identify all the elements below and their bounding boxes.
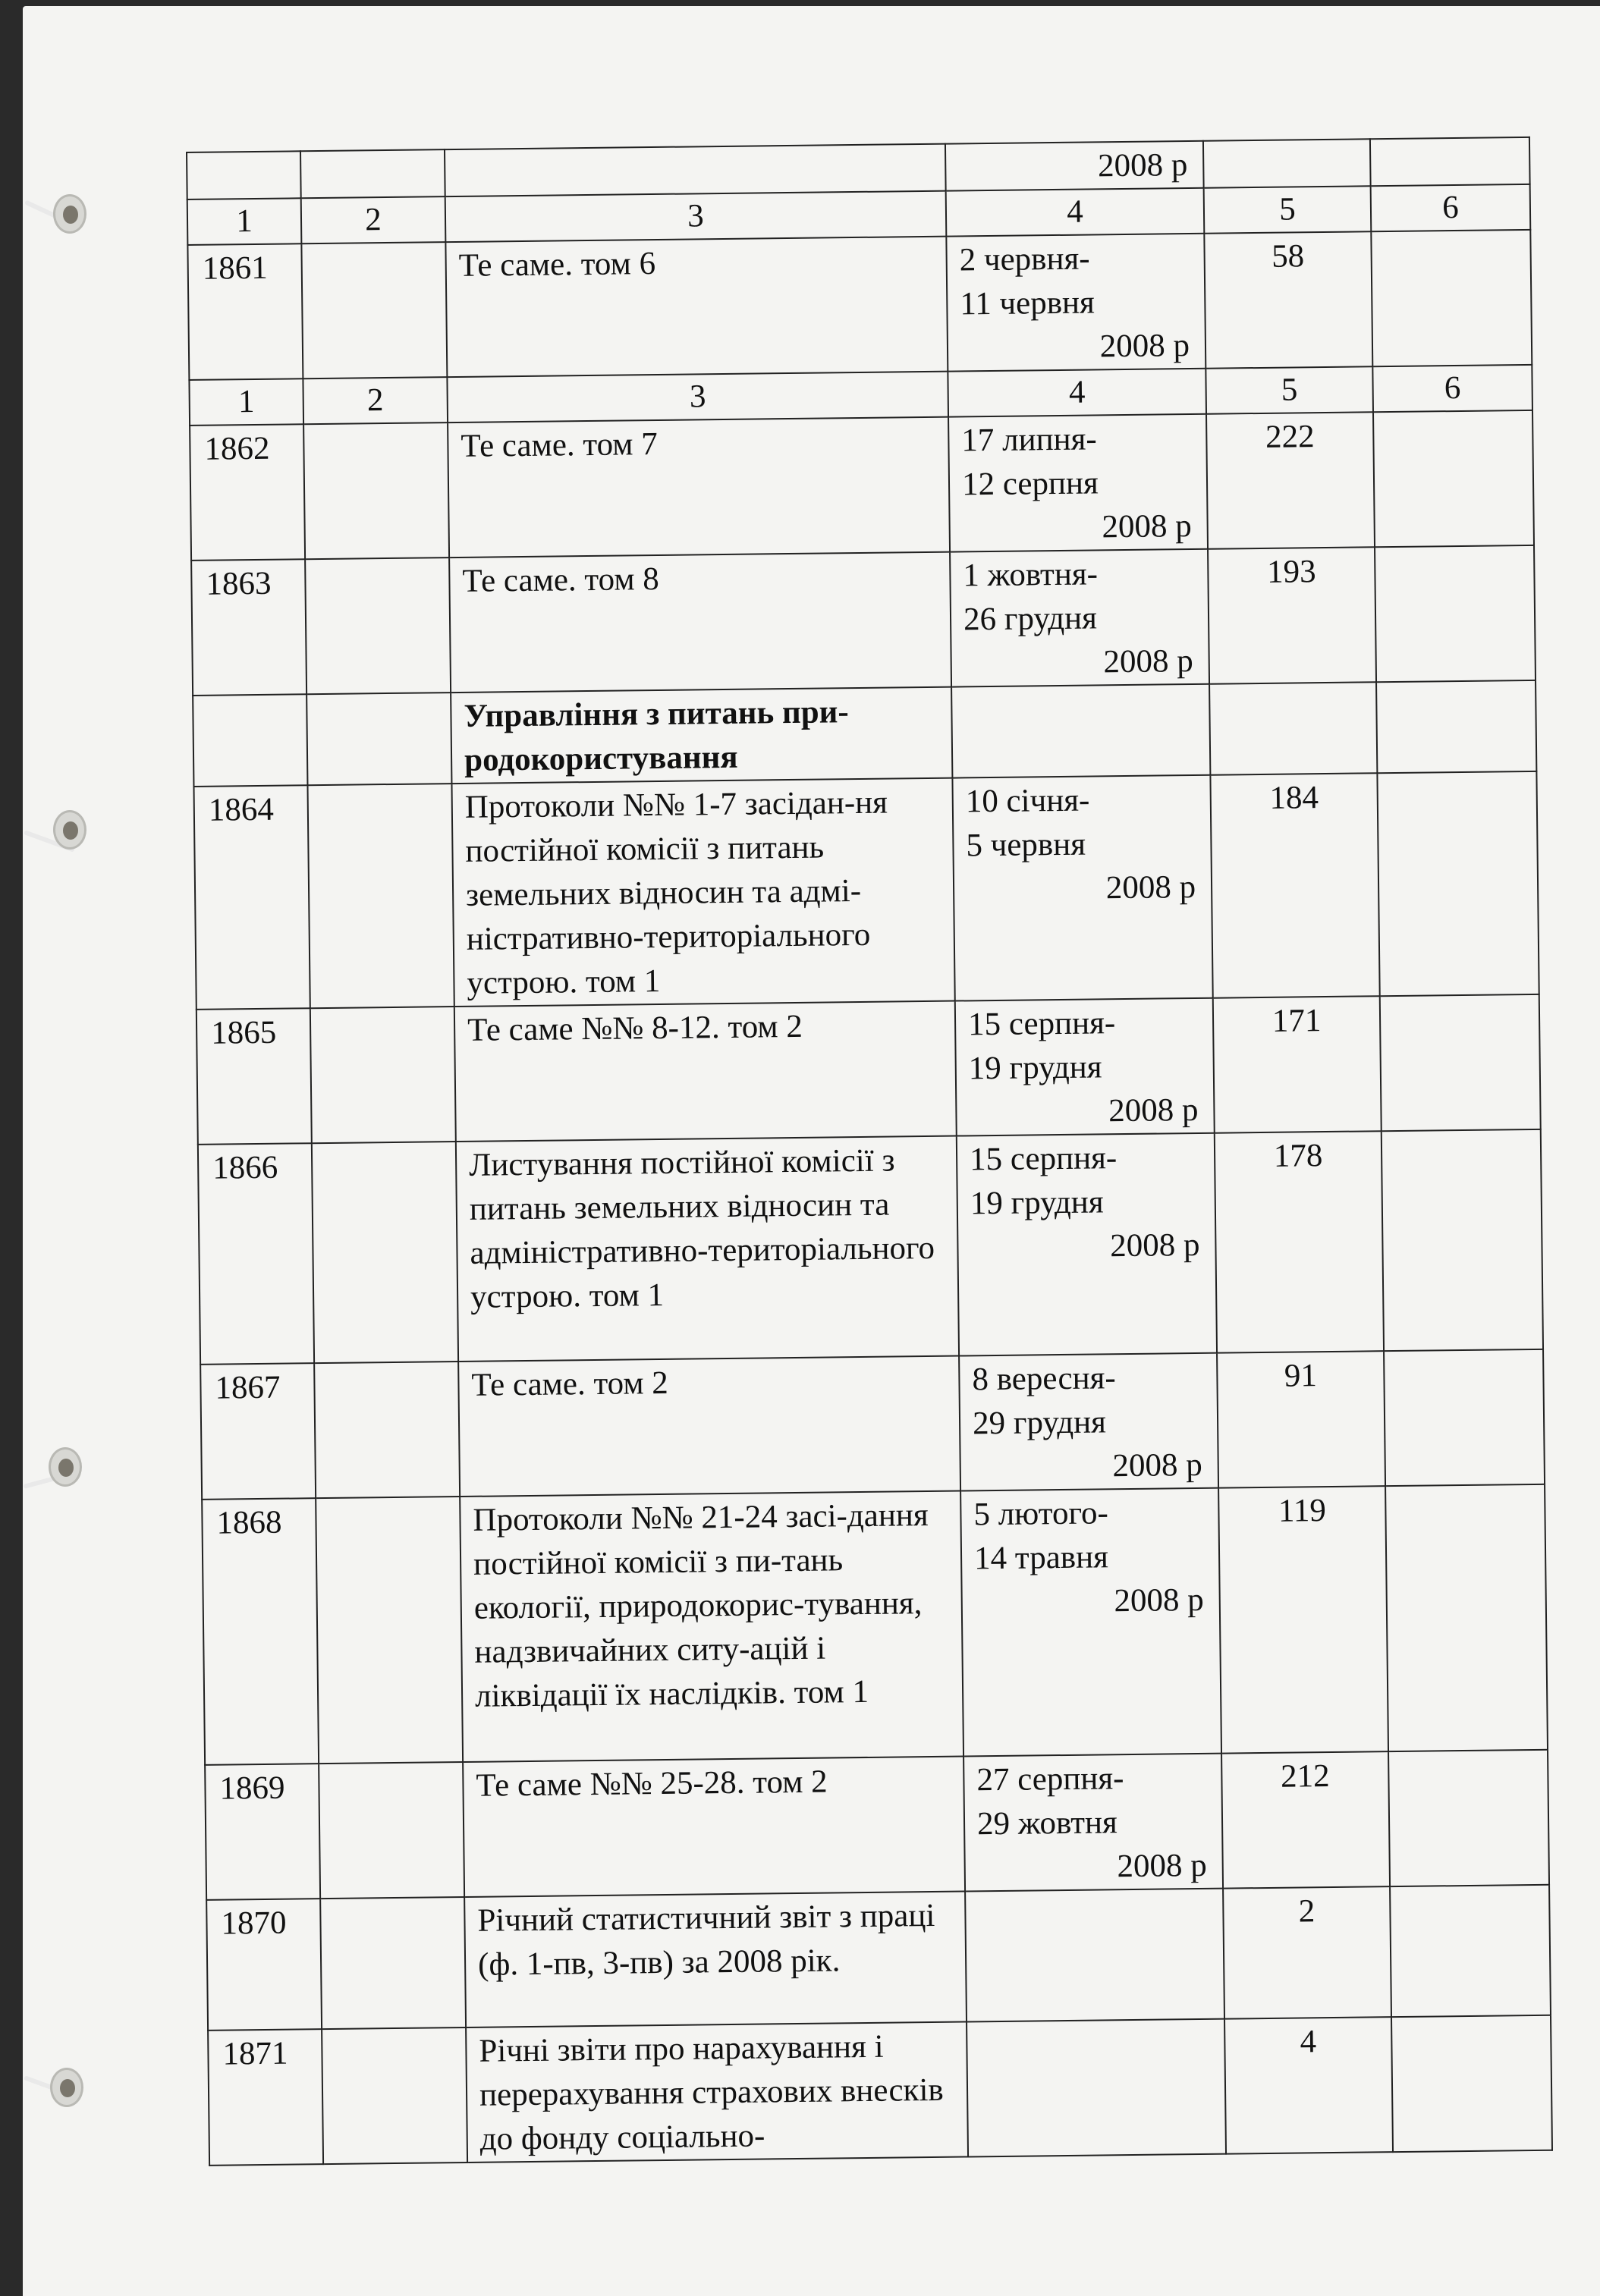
date-line: 19 грудня: [968, 1049, 1102, 1087]
date-year: 2008 р: [1105, 868, 1196, 906]
section-cell: [306, 693, 451, 785]
item-index: [305, 558, 451, 694]
item-title: Те саме №№ 25-28. том 2: [463, 1757, 965, 1897]
item-sheet-count: 4: [1224, 2017, 1393, 2153]
date-line: 2 червня-: [959, 240, 1090, 278]
item-sheet-count: 184: [1210, 773, 1379, 997]
date-line: 10 січня-: [965, 782, 1090, 820]
column-header-5: 5: [1206, 366, 1373, 413]
item-title: Те саме. том 6: [445, 237, 948, 377]
item-sheet-count: 2: [1223, 1886, 1391, 2018]
item-note: [1382, 1129, 1543, 1351]
section-cell: [1209, 682, 1377, 774]
punch-hole: [49, 1447, 82, 1487]
inventory-row: [206, 1885, 1551, 2031]
date-line: 19 грудня: [970, 1184, 1104, 1222]
item-number: 1867: [200, 1363, 316, 1500]
item-title: Листування постійної комісії з питань земельних відносин та адміністративно-територіального устрою. том 1: [456, 1136, 959, 1362]
item-note: [1371, 230, 1532, 366]
date-line: 5 лютого-: [973, 1495, 1109, 1533]
column-header-1: 1: [187, 198, 302, 245]
date-year: 2008 р: [1097, 147, 1188, 184]
item-title: Те саме. том 8: [449, 552, 951, 693]
punch-hole: [53, 810, 86, 850]
date-cell: [946, 234, 1206, 372]
item-sheet-count: 91: [1217, 1351, 1385, 1487]
item-index: [316, 1497, 463, 1764]
item-index: [310, 1007, 456, 1143]
item-sheet-count: 178: [1215, 1131, 1384, 1352]
date-cell: [965, 1889, 1224, 2022]
item-number: 1865: [196, 1008, 312, 1145]
inventory-table-wrapper: [186, 137, 1551, 2166]
continuation-cell: [945, 141, 1204, 191]
date-year: 2008 р: [1114, 1581, 1205, 1619]
item-note: [1377, 771, 1539, 996]
date-cell: [963, 1754, 1223, 1892]
date-cell: [948, 414, 1208, 552]
inventory-table-body: [187, 137, 1552, 2166]
inventory-row: [193, 771, 1539, 1010]
date-line: 12 серпня: [961, 465, 1099, 503]
date-line: 8 вересня-: [972, 1360, 1116, 1398]
item-title: Протоколи №№ 21-24 засі-дання постійної комісії з пи-тань екології, природокорис-тування, надзвичайних ситу-ацій і ліквідації їх наслідків. том 1: [460, 1491, 963, 1762]
item-index: [303, 422, 449, 559]
punch-hole: [53, 194, 86, 234]
item-sheet-count: 222: [1206, 412, 1375, 548]
inventory-row: [196, 994, 1541, 1145]
item-index: [312, 1142, 458, 1363]
section-heading: Управління з питань при-родокористування: [451, 687, 952, 784]
item-note: [1385, 1484, 1548, 1751]
inventory-row: [187, 230, 1532, 380]
item-note: [1375, 545, 1536, 682]
column-header-6: 6: [1371, 184, 1531, 231]
item-number: 1862: [190, 424, 305, 561]
date-line: 26 грудня: [963, 600, 1098, 638]
date-line: 5 червня: [966, 826, 1086, 864]
item-index: [320, 1897, 466, 2029]
date-line: 15 серпня-: [967, 1005, 1116, 1043]
continuation-cell: [1370, 137, 1530, 186]
item-number: 1868: [202, 1498, 319, 1765]
item-sheet-count: 212: [1221, 1751, 1390, 1888]
item-sheet-count: 171: [1213, 996, 1382, 1132]
date-cell: [967, 2019, 1226, 2157]
item-number: 1870: [206, 1899, 322, 2031]
item-index: [307, 784, 454, 1008]
item-title: Річні звіти про нарахування і перерахування страхових внесків до фонду соціально-: [466, 2021, 968, 2162]
inventory-row: [191, 545, 1536, 696]
item-number: 1863: [191, 559, 306, 696]
date-cell: [952, 775, 1212, 1001]
item-number: 1866: [198, 1143, 314, 1365]
item-title: Те саме. том 2: [458, 1356, 960, 1497]
item-note: [1391, 2015, 1552, 2152]
date-year: 2008 р: [1103, 642, 1193, 680]
column-header-4: 4: [946, 188, 1205, 237]
date-year: 2008 р: [1108, 1091, 1199, 1129]
date-year: 2008 р: [1109, 1227, 1200, 1264]
date-line: 14 травня: [973, 1539, 1109, 1577]
date-line: 29 жовтня: [976, 1804, 1118, 1842]
inventory-table: [186, 137, 1553, 2166]
inventory-row: [200, 1349, 1545, 1500]
date-line: 1 жовтня-: [963, 556, 1099, 594]
date-year: 2008 р: [1112, 1446, 1202, 1484]
section-cell: [193, 694, 307, 787]
item-note: [1390, 1885, 1551, 2017]
item-number: 1869: [205, 1764, 320, 1900]
item-note: [1380, 994, 1541, 1131]
column-header-4: 4: [948, 369, 1206, 417]
item-index: [301, 242, 447, 378]
date-line: 17 липня-: [961, 421, 1097, 459]
column-header-3: 3: [445, 191, 947, 242]
date-cell: [960, 1488, 1221, 1757]
inventory-row: [208, 2015, 1552, 2166]
column-header-5: 5: [1204, 186, 1372, 233]
date-cell: [957, 1133, 1217, 1356]
item-title: Те саме. том 7: [448, 417, 950, 558]
item-note: [1373, 410, 1534, 547]
item-title: Те саме №№ 8-12. том 2: [454, 1001, 957, 1142]
section-heading-row: [193, 680, 1536, 787]
date-cell: [959, 1353, 1218, 1491]
date-year: 2008 р: [1099, 328, 1190, 365]
continuation-cell: [187, 151, 301, 199]
item-title: Річний статистичний звіт з праці (ф. 1-пв, 3-пв) за 2008 рік.: [464, 1891, 967, 2027]
item-note: [1388, 1750, 1549, 1886]
item-number: 1861: [187, 243, 303, 380]
continuation-cell: [445, 144, 946, 196]
item-note: [1384, 1349, 1545, 1486]
date-line: 27 серпня-: [976, 1760, 1124, 1798]
continuation-cell: [1203, 139, 1371, 187]
column-header-6: 6: [1372, 365, 1532, 412]
inventory-row: [202, 1484, 1548, 1765]
item-index: [319, 1762, 464, 1899]
continuation-cell: [300, 149, 445, 198]
date-line: 29 грудня: [972, 1404, 1107, 1442]
item-number: 1864: [193, 785, 310, 1010]
item-number: 1871: [208, 2029, 323, 2166]
item-sheet-count: 119: [1218, 1486, 1388, 1753]
column-header-2: 2: [301, 196, 446, 243]
item-index: [314, 1362, 460, 1498]
date-line: 11 червня: [960, 284, 1095, 322]
date-cell: [950, 549, 1209, 687]
column-header-1: 1: [189, 378, 303, 426]
item-sheet-count: 58: [1204, 231, 1372, 368]
column-header-2: 2: [303, 377, 448, 424]
inventory-row: [190, 410, 1534, 561]
section-cell: [951, 684, 1210, 778]
inventory-row: [198, 1129, 1543, 1365]
item-title: Протоколи №№ 1-7 засідан-ня постійної комісії з питань земельних відносин та адмі-ністративно-територіального устрою. том 1: [451, 778, 954, 1007]
date-cell: [955, 998, 1215, 1136]
column-header-3: 3: [447, 372, 948, 422]
date-line: 15 серпня-: [969, 1140, 1117, 1178]
item-sheet-count: 193: [1208, 547, 1376, 683]
date-year: 2008 р: [1117, 1847, 1207, 1885]
punch-hole: [50, 2068, 83, 2107]
inventory-row: [205, 1750, 1549, 1900]
item-index: [322, 2027, 467, 2164]
section-cell: [1376, 680, 1536, 773]
date-year: 2008 р: [1102, 507, 1192, 545]
